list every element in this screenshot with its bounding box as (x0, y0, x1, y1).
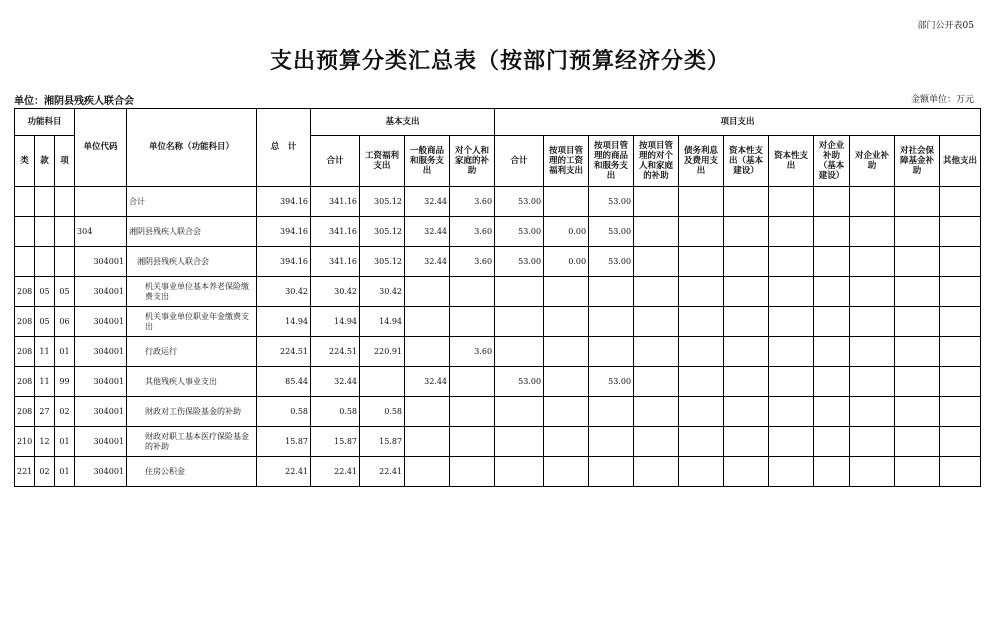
value-cell (679, 187, 724, 217)
unit-name-cell: 湘阴县残疾人联合会 (127, 247, 257, 277)
table-number-label: 部门公开表05 (917, 21, 974, 31)
xiang-cell: 06 (55, 307, 75, 337)
value-cell (544, 427, 589, 457)
xiang-cell: 05 (55, 277, 75, 307)
value-cell (940, 217, 981, 247)
unit-code-cell (75, 187, 127, 217)
lei-cell (15, 217, 35, 247)
value-cell (544, 187, 589, 217)
value-cell: 53.00 (589, 187, 634, 217)
xiang-cell: 01 (55, 337, 75, 367)
unit-name-cell: 湘阴县残疾人联合会 (127, 217, 257, 247)
value-cell (544, 367, 589, 397)
value-cell (724, 427, 769, 457)
value-cell (634, 337, 679, 367)
xiang-cell: 01 (55, 457, 75, 487)
lei-cell: 210 (15, 427, 35, 457)
kuan-cell: 27 (35, 397, 55, 427)
value-cell: 30.42 (311, 277, 360, 307)
unit-name-cell: 财政对工伤保险基金的补助 (127, 397, 257, 427)
value-cell (724, 457, 769, 487)
value-cell: 0.58 (311, 397, 360, 427)
value-cell: 394.16 (257, 247, 311, 277)
value-cell (850, 457, 895, 487)
value-cell (405, 307, 450, 337)
value-cell (850, 397, 895, 427)
value-cell: 15.87 (257, 427, 311, 457)
value-cell: 0.00 (544, 217, 589, 247)
value-cell: 53.00 (589, 367, 634, 397)
kuan-cell (35, 187, 55, 217)
value-cell (850, 247, 895, 277)
value-cell: 22.41 (311, 457, 360, 487)
kuan-cell: 11 (35, 337, 55, 367)
project-col-header: 按项目管理的商品和服务支出 (589, 136, 634, 187)
lei-cell (15, 187, 35, 217)
table-row (15, 247, 981, 277)
value-cell (495, 337, 544, 367)
value-cell: 341.16 (311, 247, 360, 277)
kuan-cell: 11 (35, 367, 55, 397)
value-cell: 0.58 (360, 397, 405, 427)
value-cell (769, 367, 814, 397)
value-cell: 305.12 (360, 187, 405, 217)
value-cell (679, 307, 724, 337)
value-cell (589, 277, 634, 307)
project-col-header: 资本性支出（基本建设） (724, 136, 769, 187)
value-cell (940, 427, 981, 457)
xiang-cell (55, 247, 75, 277)
value-cell: 3.60 (450, 187, 495, 217)
value-cell (769, 247, 814, 277)
value-cell (634, 247, 679, 277)
value-cell (634, 277, 679, 307)
value-cell: 53.00 (589, 247, 634, 277)
value-cell (940, 397, 981, 427)
value-cell (679, 247, 724, 277)
value-cell (814, 427, 850, 457)
value-cell: 30.42 (257, 277, 311, 307)
value-cell (634, 427, 679, 457)
value-cell (679, 397, 724, 427)
kuan-cell: 05 (35, 307, 55, 337)
func-subject-header: 功能科目 (15, 109, 75, 136)
kuan-cell: 05 (35, 277, 55, 307)
project-expenditure-header: 项目支出 (495, 109, 981, 136)
value-cell (814, 337, 850, 367)
value-cell: 224.51 (257, 337, 311, 367)
value-cell (724, 277, 769, 307)
value-cell (850, 277, 895, 307)
value-cell (634, 397, 679, 427)
value-cell (634, 367, 679, 397)
value-cell (679, 277, 724, 307)
value-cell (769, 427, 814, 457)
value-cell: 32.44 (405, 187, 450, 217)
value-cell (895, 337, 940, 367)
budget-table (14, 108, 981, 487)
unit-name-header: 单位名称（功能科目） (127, 109, 257, 187)
value-cell (895, 307, 940, 337)
table-row (15, 217, 981, 247)
project-col-header: 对社会保障基金补助 (895, 136, 940, 187)
value-cell (495, 397, 544, 427)
value-cell (769, 337, 814, 367)
value-cell (769, 187, 814, 217)
value-cell (895, 247, 940, 277)
value-cell: 22.41 (257, 457, 311, 487)
value-cell: 394.16 (257, 217, 311, 247)
value-cell (405, 427, 450, 457)
lei-header: 类 (15, 136, 35, 187)
value-cell (495, 277, 544, 307)
value-cell: 32.44 (405, 367, 450, 397)
value-cell: 14.94 (311, 307, 360, 337)
value-cell (850, 187, 895, 217)
table-row (15, 307, 981, 337)
value-cell (895, 397, 940, 427)
value-cell: 3.60 (450, 217, 495, 247)
unit-code-cell: 304001 (75, 427, 127, 457)
unit-code-cell: 304001 (75, 307, 127, 337)
value-cell (895, 187, 940, 217)
value-cell: 220.91 (360, 337, 405, 367)
value-cell (450, 457, 495, 487)
value-cell: 341.16 (311, 187, 360, 217)
value-cell: 0.58 (257, 397, 311, 427)
value-cell (769, 277, 814, 307)
value-cell (589, 337, 634, 367)
unit-code-cell: 304001 (75, 457, 127, 487)
project-col-header: 债务利息及费用支出 (679, 136, 724, 187)
value-cell (589, 457, 634, 487)
value-cell: 85.44 (257, 367, 311, 397)
value-cell (940, 367, 981, 397)
value-cell (544, 277, 589, 307)
value-cell (814, 247, 850, 277)
unit-label: 单位：湘阴县残疾人联合会 (14, 96, 134, 107)
value-cell (450, 397, 495, 427)
value-cell (724, 337, 769, 367)
table-row (15, 427, 981, 457)
value-cell: 15.87 (311, 427, 360, 457)
value-cell (634, 457, 679, 487)
value-cell (724, 217, 769, 247)
value-cell (940, 187, 981, 217)
value-cell (895, 427, 940, 457)
value-cell: 32.44 (311, 367, 360, 397)
table-row (15, 337, 981, 367)
table-row (15, 187, 981, 217)
value-cell (544, 397, 589, 427)
value-cell: 32.44 (405, 247, 450, 277)
value-cell (850, 427, 895, 457)
value-cell (814, 307, 850, 337)
value-cell (544, 307, 589, 337)
value-cell: 224.51 (311, 337, 360, 367)
lei-cell (15, 247, 35, 277)
value-cell (814, 187, 850, 217)
basic-col-header: 合计 (311, 136, 360, 187)
amount-unit-label: 金额单位：万元 (910, 95, 974, 105)
project-col-header: 资本性支出 (769, 136, 814, 187)
value-cell (724, 397, 769, 427)
unit-code-cell: 304001 (75, 397, 127, 427)
table-row (15, 367, 981, 397)
value-cell (634, 187, 679, 217)
value-cell (589, 397, 634, 427)
table-row (15, 277, 981, 307)
value-cell (679, 367, 724, 397)
value-cell: 15.87 (360, 427, 405, 457)
value-cell (634, 217, 679, 247)
value-cell (450, 427, 495, 457)
unit-name-cell: 财政对职工基本医疗保险基金的补助 (127, 427, 257, 457)
lei-cell: 208 (15, 397, 35, 427)
xiang-cell: 99 (55, 367, 75, 397)
value-cell (769, 307, 814, 337)
value-cell: 305.12 (360, 217, 405, 247)
value-cell (589, 427, 634, 457)
lei-cell: 208 (15, 307, 35, 337)
value-cell (724, 187, 769, 217)
value-cell (850, 337, 895, 367)
value-cell: 3.60 (450, 337, 495, 367)
value-cell (769, 397, 814, 427)
lei-cell: 208 (15, 367, 35, 397)
value-cell (450, 277, 495, 307)
project-col-header: 其他支出 (940, 136, 981, 187)
value-cell: 14.94 (360, 307, 405, 337)
value-cell (814, 367, 850, 397)
value-cell: 53.00 (495, 247, 544, 277)
unit-name-cell: 其他残疾人事业支出 (127, 367, 257, 397)
value-cell (679, 217, 724, 247)
unit-code-cell: 304001 (75, 247, 127, 277)
xiang-cell (55, 187, 75, 217)
xiang-cell (55, 217, 75, 247)
project-col-header: 合计 (495, 136, 544, 187)
value-cell: 3.60 (450, 247, 495, 277)
value-cell (850, 367, 895, 397)
value-cell: 14.94 (257, 307, 311, 337)
value-cell: 22.41 (360, 457, 405, 487)
value-cell: 53.00 (589, 217, 634, 247)
lei-cell: 208 (15, 277, 35, 307)
value-cell: 53.00 (495, 187, 544, 217)
value-cell (940, 307, 981, 337)
project-col-header: 对企业补助（基本建设） (814, 136, 850, 187)
unit-name-cell: 行政运行 (127, 337, 257, 367)
value-cell (544, 457, 589, 487)
value-cell: 32.44 (405, 217, 450, 247)
value-cell (589, 307, 634, 337)
value-cell (360, 367, 405, 397)
value-cell (895, 217, 940, 247)
value-cell (769, 457, 814, 487)
value-cell (850, 217, 895, 247)
value-cell (895, 277, 940, 307)
unit-code-cell: 304001 (75, 277, 127, 307)
table-row (15, 457, 981, 487)
value-cell (679, 337, 724, 367)
value-cell (634, 307, 679, 337)
value-cell (814, 277, 850, 307)
table-row (15, 397, 981, 427)
value-cell (724, 247, 769, 277)
basic-expenditure-header: 基本支出 (311, 109, 495, 136)
project-col-header: 按项目管理的工资福利支出 (544, 136, 589, 187)
value-cell (405, 397, 450, 427)
unit-code-cell: 304001 (75, 337, 127, 367)
kuan-header: 款 (35, 136, 55, 187)
value-cell (679, 457, 724, 487)
value-cell (724, 367, 769, 397)
unit-name-cell: 机关事业单位基本养老保险缴费支出 (127, 277, 257, 307)
value-cell (814, 217, 850, 247)
value-cell: 30.42 (360, 277, 405, 307)
lei-cell: 221 (15, 457, 35, 487)
value-cell (405, 337, 450, 367)
value-cell (544, 337, 589, 367)
kuan-cell (35, 247, 55, 277)
project-col-header: 按项目管理的对个人和家庭的补助 (634, 136, 679, 187)
value-cell (495, 427, 544, 457)
value-cell (495, 307, 544, 337)
unit-name-cell: 机关事业单位职业年金缴费支出 (127, 307, 257, 337)
value-cell: 394.16 (257, 187, 311, 217)
value-cell (895, 457, 940, 487)
value-cell (679, 427, 724, 457)
xiang-header: 项 (55, 136, 75, 187)
kuan-cell (35, 217, 55, 247)
total-header: 总 计 (257, 109, 311, 187)
xiang-cell: 02 (55, 397, 75, 427)
basic-col-header: 对个人和家庭的补助 (450, 136, 495, 187)
value-cell: 341.16 (311, 217, 360, 247)
page-title: 支出预算分类汇总表（按部门预算经济分类） (269, 49, 730, 74)
unit-name-cell: 合计 (127, 187, 257, 217)
unit-code-cell: 304 (75, 217, 127, 247)
value-cell: 53.00 (495, 217, 544, 247)
value-cell (895, 367, 940, 397)
value-cell (940, 277, 981, 307)
kuan-cell: 12 (35, 427, 55, 457)
value-cell (814, 457, 850, 487)
value-cell (850, 307, 895, 337)
project-col-header: 对企业补助 (850, 136, 895, 187)
unit-name-cell: 住房公积金 (127, 457, 257, 487)
value-cell (769, 217, 814, 247)
value-cell (940, 247, 981, 277)
value-cell: 0.00 (544, 247, 589, 277)
value-cell (724, 307, 769, 337)
value-cell (450, 367, 495, 397)
value-cell: 305.12 (360, 247, 405, 277)
basic-col-header: 工资福利支出 (360, 136, 405, 187)
value-cell (940, 337, 981, 367)
unit-code-header: 单位代码 (75, 109, 127, 187)
value-cell (405, 457, 450, 487)
lei-cell: 208 (15, 337, 35, 367)
unit-code-cell: 304001 (75, 367, 127, 397)
basic-col-header: 一般商品和服务支出 (405, 136, 450, 187)
value-cell: 53.00 (495, 367, 544, 397)
value-cell (450, 307, 495, 337)
kuan-cell: 02 (35, 457, 55, 487)
xiang-cell: 01 (55, 427, 75, 457)
value-cell (495, 457, 544, 487)
value-cell (940, 457, 981, 487)
value-cell (405, 277, 450, 307)
value-cell (814, 397, 850, 427)
